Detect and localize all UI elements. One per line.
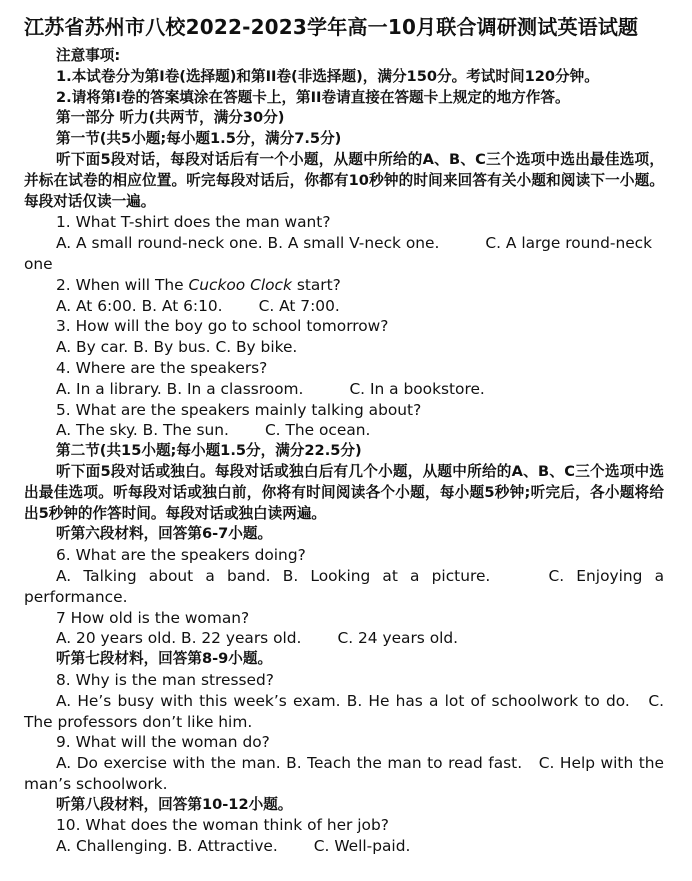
q2-question — [24, 275, 664, 296]
q1-option-c: C. A large round-neck one — [24, 234, 653, 273]
q8-option-b: B. He has a lot of schoolwork to do. — [346, 691, 630, 710]
q10-option-b: B. Attractive. — [177, 837, 278, 856]
page-title: 江苏省苏州市八校2022-2023学年高一10月联合调研测试英语试题 — [24, 15, 639, 39]
q8-question: 8. Why is the man stressed? — [56, 670, 274, 689]
q7-option-c: C. 24 years old. — [337, 629, 459, 648]
q9-option-b: B. Teach the man to read fast. — [286, 754, 523, 773]
q2-options — [24, 296, 664, 317]
q3-options — [24, 337, 664, 358]
material6-heading: 听第六段材料，回答第6-7小题。 — [56, 525, 273, 543]
q1-options — [24, 233, 664, 275]
q10-question: 10. What does the woman think of her job? — [56, 816, 389, 835]
q4-option-b: B. In a classroom. — [166, 379, 304, 398]
q9-option-a: A. Do exercise with the man. — [56, 754, 281, 773]
material8-heading: 听第八段材料，回答第10-12小题。 — [56, 795, 293, 813]
q6-question: 6. What are the speakers doing? — [56, 546, 306, 565]
q5-option-b: B. The sun. — [142, 421, 229, 440]
q8-option-a: A. He’s busy with this week’s exam. — [56, 691, 341, 710]
section2-instructions: 听下面5段对话或独白。每段对话或独白后有几个小题，从题中所给的A、B、C三个选项中选出最佳选项。听每段对话或独白前，你将有时间阅读各个小题，每小题5秒钟;听完后，各小题将给出5秒钟的作答时间。每段对话或独白读两遍。 — [24, 462, 664, 522]
notice-item-1: 1.本试卷分为第I卷(选择题)和第II卷(非选择题)，满分150分。考试时间120分钟。 — [56, 67, 599, 85]
q7-question: 7 How old is the woman? — [56, 608, 250, 627]
q5-option-a: A. The sky. — [56, 421, 138, 440]
q5-question: 5. What are the speakers mainly talking about? — [56, 400, 422, 419]
q8-option-c: C. The professors don’t like him. — [24, 691, 664, 731]
q9-question: 9. What will the woman do? — [56, 733, 270, 752]
q6-option-b: B. Looking at a picture. — [282, 566, 491, 585]
q2-option-a: A. At 6:00. — [56, 296, 137, 315]
q2-option-b: B. At 6:10. — [141, 296, 223, 315]
q5-option-c: C. The ocean. — [264, 421, 371, 440]
q3-option-a: A. By car. — [56, 338, 129, 357]
q4-question: 4. Where are the speakers? — [56, 358, 268, 377]
q6-options — [24, 566, 664, 608]
q2-question-pre: 2. When will The — [56, 275, 189, 294]
q2-question-post: start? — [291, 275, 341, 294]
section1-instructions: 听下面5段对话，每段对话后有一个小题，从题中所给的A、B、C三个选项中选出最佳选项，并标在试卷的相应位置。听完每段对话后，你都有10秒钟的时间来回答有关小题和阅读下一小题。每段对话仅读一遍。 — [24, 150, 664, 210]
q4-options — [24, 379, 664, 400]
part1-heading: 第一部分 听力(共两节，满分30分) — [56, 109, 285, 127]
q3-option-c: C. By bike. — [215, 338, 298, 357]
q10-option-c: C. Well-paid. — [313, 837, 411, 856]
material7-heading: 听第七段材料，回答第8-9小题。 — [56, 650, 273, 668]
section1-heading: 第一节(共5小题;每小题1.5分，满分7.5分) — [56, 130, 342, 148]
q7-options — [24, 628, 664, 649]
q1-option-a: A. A small round-neck one. — [56, 234, 263, 253]
q6-option-c: C. Enjoying a performance. — [24, 566, 664, 606]
q10-option-a: A. Challenging. — [56, 837, 173, 856]
q9-options — [24, 753, 664, 795]
q4-option-a: A. In a library. — [56, 379, 162, 398]
q5-options — [24, 420, 664, 441]
q1-option-b: B. A small V-neck one. — [267, 234, 440, 253]
q7-option-b: B. 22 years old. — [181, 629, 302, 648]
q2-question-title: Cuckoo Clock — [188, 275, 292, 294]
notice-item-2: 2.请将第I卷的答案填涂在答题卡上，第II卷请直接在答题卡上规定的地方作答。 — [56, 88, 570, 106]
q8-options — [24, 691, 664, 733]
section2-heading: 第二节(共15小题;每小题1.5分，满分22.5分) — [56, 442, 362, 460]
q1-question: 1. What T-shirt does the man want? — [56, 213, 331, 232]
q7-option-a: A. 20 years old. — [56, 629, 177, 648]
q3-option-b: B. By bus. — [133, 338, 211, 357]
q9-option-c: C. Help with the man’s schoolwork. — [24, 754, 664, 793]
q4-option-c: C. In a bookstore. — [349, 379, 485, 398]
notice-heading: 注意事项: — [56, 47, 121, 64]
q10-options — [24, 836, 664, 857]
q3-question: 3. How will the boy go to school tomorrow? — [56, 317, 389, 336]
q6-option-a: A. Talking about a band. — [56, 566, 271, 585]
q2-option-c: C. At 7:00. — [258, 296, 340, 315]
